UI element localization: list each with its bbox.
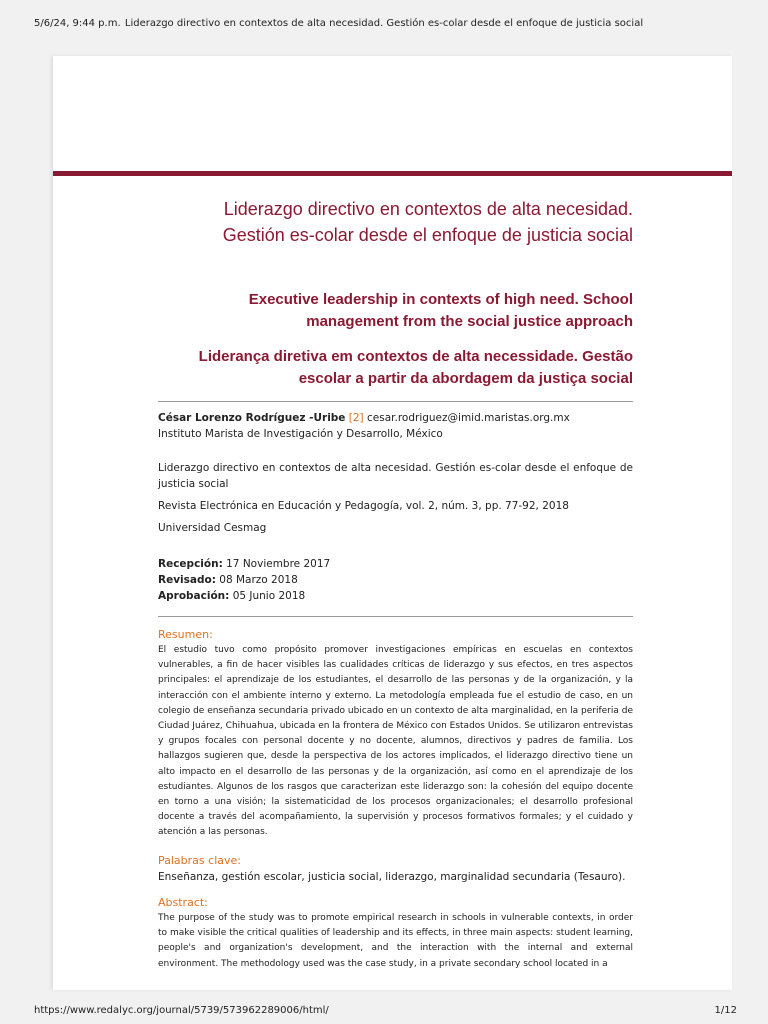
article-page — [53, 56, 732, 990]
author-name: César Lorenzo Rodríguez -Uribe — [158, 412, 346, 424]
resumen-heading: Resumen: — [158, 628, 213, 641]
date-approved: Aprobación: 05 Junio 2018 — [158, 590, 306, 602]
author-block — [158, 410, 633, 442]
keywords-heading: Palabras clave: — [158, 854, 241, 867]
abstract-heading: Abstract: — [158, 896, 208, 909]
print-title: Liderazgo directivo en contextos de alta necesidad. Gestión es-colar desde el enfoque de justicia social — [124, 18, 644, 29]
print-header — [0, 0, 768, 44]
author-email: cesar.rodriguez@imid.maristas.org.mx — [367, 412, 570, 424]
citation-journal: Revista Electrónica en Educación y Pedagogía, vol. 2, núm. 3, pp. 77-92, 2018 — [158, 500, 569, 512]
print-date: 5/6/24, 9:44 p.m. — [34, 18, 121, 29]
print-page-number: 1/12 — [714, 1005, 737, 1016]
header-rule — [53, 171, 732, 176]
print-footer — [0, 996, 768, 1024]
keywords-text: Enseñanza, gestión escolar, justicia social, liderazgo, marginalidad secundaria (Tesauro). — [158, 871, 626, 883]
abstract-section — [158, 895, 633, 972]
resumen-section — [158, 627, 633, 841]
print-url: https://www.redalyc.org/journal/5739/573962289006/html/ — [34, 1005, 329, 1016]
citation-title: Liderazgo directivo en contextos de alta necesidad. Gestión es-colar desde el enfoque de justicia social — [158, 462, 633, 490]
dates-block — [158, 556, 633, 604]
resumen-text: El estudio tuvo como propósito promover investigaciones empíricas en escuelas en contextos vulnerables, a fin de hacer visibles las cualidades críticas de liderazgo y sus efectos, en tres aspectos principales: el aprendizaje de los estudiantes, el desarrollo de las personas y de la organización, y la interacción con el ambiente interno y externo. La metodología empleada fue el estudio de caso, en un colegio de enseñanza secundaria privado ubicado en un contexto de alta marginalidad, en la periferia de Ciudad Juárez, Chihuahua, ubicada en la frontera de México con Estados Unidos. Se utilizaron entrevistas y grupos focales con personal docente y no docente, alumnos, directivos y padres de familia. Los hallazgos sugieren que, desde la perspectiva de los actores implicados, el liderazgo directivo tiene un alto impacto en el desarrollo de las personas y de la organización, así como en el aprendizaje de los estudiantes. Algunos de los rasgos que caracterizan este liderazgo son: la cohesión del equipo docente en torno a una visión; la sistematicidad de los procesos organizacionales; el desarrollo profesional docente a través del acompañamiento, la supervisión y procesos formativos formales; y el cuidado y atención a las personas. — [158, 645, 633, 838]
author-ref-link[interactable]: [2] — [348, 412, 364, 424]
title-spanish: Liderazgo directivo en contextos de alta necesidad. Gestión es-colar desde el enfoque de justicia social — [222, 199, 633, 245]
keywords-section — [158, 853, 633, 885]
title-english: Executive leadership in contexts of high need. School management from the social justice approach — [248, 291, 633, 330]
date-received: Recepción: 17 Noviembre 2017 — [158, 558, 331, 570]
date-revised: Revisado: 08 Marzo 2018 — [158, 574, 298, 586]
divider — [158, 616, 633, 617]
author-institution: Instituto Marista de Investigación y Desarrollo, México — [158, 428, 443, 440]
citation-block — [158, 460, 633, 542]
divider — [158, 401, 633, 402]
citation-publisher: Universidad Cesmag — [158, 522, 267, 534]
abstract-text: The purpose of the study was to promote empirical research in schools in vulnerable contexts, in order to make visible the critical qualities of leadership and its effects, in three main aspects: student learning, people's and organization's development, and the interaction with the internal and external environment. The methodology used was the case study, in a private secondary school located in a — [158, 913, 633, 969]
title-portuguese: Liderança diretiva em contextos de alta necessidade. Gestão escolar a partir da abordagem da justiça social — [198, 348, 633, 387]
